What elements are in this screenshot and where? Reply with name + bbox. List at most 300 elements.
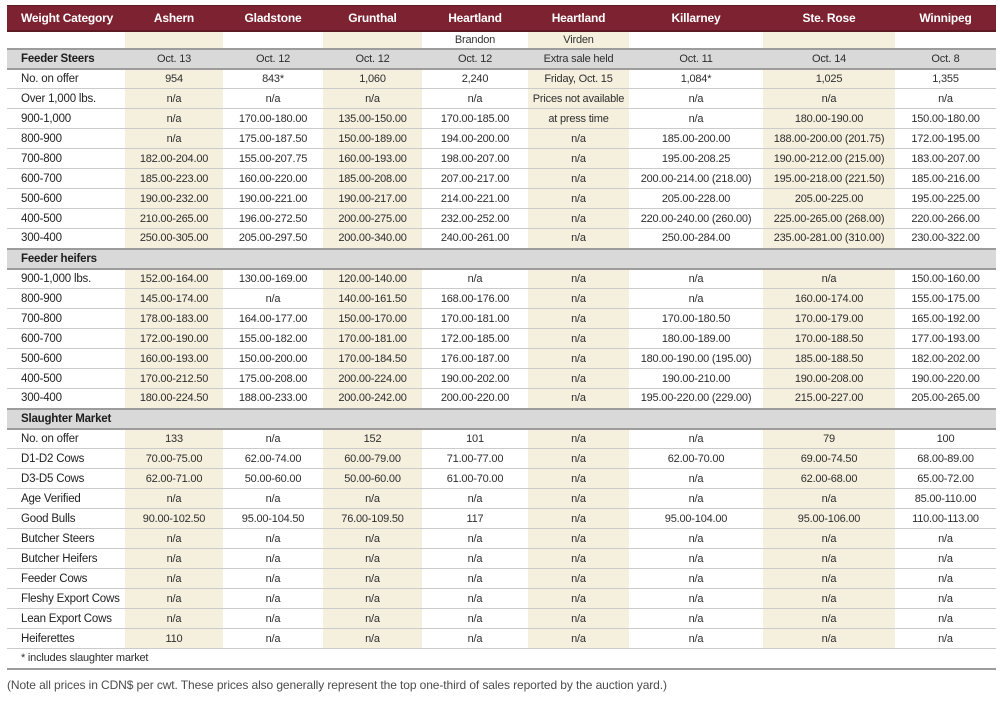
price-cell: n/a bbox=[125, 589, 223, 609]
price-cell: n/a bbox=[223, 609, 323, 629]
price-cell: n/a bbox=[323, 549, 422, 569]
section-label: Slaughter Market bbox=[7, 409, 125, 429]
section-cell bbox=[528, 409, 629, 429]
price-cell: n/a bbox=[125, 489, 223, 509]
price-cell: n/a bbox=[422, 569, 528, 589]
price-cell: 170.00-181.00 bbox=[323, 329, 422, 349]
price-cell: 95.00-104.00 bbox=[629, 509, 763, 529]
row-label: Butcher Heifers bbox=[7, 549, 125, 569]
price-cell: 194.00-200.00 bbox=[422, 129, 528, 149]
price-cell: 195.00-225.00 bbox=[895, 189, 996, 209]
price-cell: n/a bbox=[763, 489, 895, 509]
footer-note: (Note all prices in CDN$ per cwt. These prices also generally represent the top one-third of sales reported by the auction yard.) bbox=[7, 677, 667, 692]
price-cell: n/a bbox=[223, 589, 323, 609]
table-row bbox=[7, 209, 996, 229]
price-cell: 954 bbox=[125, 69, 223, 89]
price-cell: 240.00-261.00 bbox=[422, 229, 528, 249]
sub-location-empty bbox=[323, 31, 422, 49]
row-label: No. on offer bbox=[7, 69, 125, 89]
price-cell: 188.00-200.00 (201.75) bbox=[763, 129, 895, 149]
row-label: Fleshy Export Cows bbox=[7, 589, 125, 609]
price-cell: 172.00-185.00 bbox=[422, 329, 528, 349]
section-cell bbox=[629, 249, 763, 269]
price-cell: 183.00-207.00 bbox=[895, 149, 996, 169]
table-row bbox=[7, 529, 996, 549]
sub-location-empty bbox=[629, 31, 763, 49]
price-cell: n/a bbox=[323, 529, 422, 549]
table-row bbox=[7, 69, 996, 89]
price-cell: 152.00-164.00 bbox=[125, 269, 223, 289]
row-label: 300-400 bbox=[7, 389, 125, 409]
price-cell: 110.00-113.00 bbox=[895, 509, 996, 529]
table-row bbox=[7, 549, 996, 569]
price-cell: n/a bbox=[528, 209, 629, 229]
price-cell: 145.00-174.00 bbox=[125, 289, 223, 309]
price-cell: n/a bbox=[763, 269, 895, 289]
price-cell: n/a bbox=[528, 589, 629, 609]
price-cell: n/a bbox=[223, 529, 323, 549]
table-header-row bbox=[7, 6, 996, 31]
table-row bbox=[7, 589, 996, 609]
price-cell: 62.00-70.00 bbox=[629, 449, 763, 469]
price-cell: 62.00-71.00 bbox=[125, 469, 223, 489]
table-row bbox=[7, 289, 996, 309]
price-cell: 190.00-221.00 bbox=[223, 189, 323, 209]
price-cell: 225.00-265.00 (268.00) bbox=[763, 209, 895, 229]
price-cell: 250.00-284.00 bbox=[629, 229, 763, 249]
price-cell: n/a bbox=[629, 529, 763, 549]
price-cell: n/a bbox=[528, 169, 629, 189]
price-cell: n/a bbox=[629, 569, 763, 589]
price-cell: at press time bbox=[528, 109, 629, 129]
section-cell bbox=[422, 249, 528, 269]
price-cell: 170.00-181.00 bbox=[422, 309, 528, 329]
table-row bbox=[7, 269, 996, 289]
table-row bbox=[7, 109, 996, 129]
price-cell: n/a bbox=[323, 489, 422, 509]
price-cell: n/a bbox=[895, 89, 996, 109]
section-cell bbox=[528, 249, 629, 269]
price-cell: 176.00-187.00 bbox=[422, 349, 528, 369]
price-cell: n/a bbox=[528, 549, 629, 569]
section-cell bbox=[223, 249, 323, 269]
price-cell: 205.00-225.00 bbox=[763, 189, 895, 209]
table-row bbox=[7, 89, 996, 109]
price-cell: n/a bbox=[422, 269, 528, 289]
price-cell: 170.00-185.00 bbox=[422, 109, 528, 129]
price-cell: 172.00-190.00 bbox=[125, 329, 223, 349]
row-label: 400-500 bbox=[7, 209, 125, 229]
table-row bbox=[7, 369, 996, 389]
table-row bbox=[7, 469, 996, 489]
section-cell bbox=[125, 249, 223, 269]
sub-location-brandon: Brandon bbox=[454, 33, 496, 46]
section-cell bbox=[323, 249, 422, 269]
price-cell: 180.00-189.00 bbox=[629, 329, 763, 349]
price-cell: 232.00-252.00 bbox=[422, 209, 528, 229]
price-cell: n/a bbox=[323, 89, 422, 109]
sub-location-empty bbox=[223, 31, 323, 49]
price-cell: 117 bbox=[422, 509, 528, 529]
price-cell: 188.00-233.00 bbox=[223, 389, 323, 409]
column-header-heartland: Heartland bbox=[528, 6, 629, 31]
section-row-slaughter-market bbox=[7, 409, 996, 429]
price-cell: n/a bbox=[422, 589, 528, 609]
price-cell: 69.00-74.50 bbox=[763, 449, 895, 469]
price-cell: 150.00-200.00 bbox=[223, 349, 323, 369]
price-cell: 95.00-104.50 bbox=[223, 509, 323, 529]
section-cell: Oct. 13 bbox=[125, 49, 223, 69]
price-cell: 70.00-75.00 bbox=[125, 449, 223, 469]
price-cell: n/a bbox=[125, 529, 223, 549]
price-cell: 175.00-187.50 bbox=[223, 129, 323, 149]
row-label: 800-900 bbox=[7, 129, 125, 149]
section-cell bbox=[125, 409, 223, 429]
price-cell: 190.00-210.00 bbox=[629, 369, 763, 389]
price-cell: 200.00-224.00 bbox=[323, 369, 422, 389]
price-cell: n/a bbox=[763, 589, 895, 609]
section-cell bbox=[223, 409, 323, 429]
price-cell: n/a bbox=[528, 329, 629, 349]
price-cell: 85.00-110.00 bbox=[895, 489, 996, 509]
price-cell: n/a bbox=[422, 489, 528, 509]
table-row bbox=[7, 629, 996, 649]
price-cell: 200.00-214.00 (218.00) bbox=[629, 169, 763, 189]
price-cell: n/a bbox=[895, 609, 996, 629]
price-cell: 160.00-193.00 bbox=[323, 149, 422, 169]
table-row bbox=[7, 609, 996, 629]
section-cell: Oct. 14 bbox=[763, 49, 895, 69]
price-cell: 110 bbox=[125, 629, 223, 649]
sub-location-empty bbox=[763, 31, 895, 49]
table-row bbox=[7, 389, 996, 409]
price-cell: n/a bbox=[125, 549, 223, 569]
price-cell: n/a bbox=[323, 629, 422, 649]
price-cell: 150.00-160.00 bbox=[895, 269, 996, 289]
section-cell bbox=[422, 409, 528, 429]
price-cell: n/a bbox=[895, 629, 996, 649]
price-cell: 220.00-266.00 bbox=[895, 209, 996, 229]
row-label: Butcher Steers bbox=[7, 529, 125, 549]
price-cell: 195.00-218.00 (221.50) bbox=[763, 169, 895, 189]
price-cell: n/a bbox=[422, 89, 528, 109]
table-row bbox=[7, 569, 996, 589]
price-cell: n/a bbox=[223, 429, 323, 449]
section-label: Feeder heifers bbox=[7, 249, 125, 269]
price-cell: n/a bbox=[629, 489, 763, 509]
price-cell: 190.00-220.00 bbox=[895, 369, 996, 389]
price-cell: 62.00-74.00 bbox=[223, 449, 323, 469]
sub-location-row bbox=[7, 31, 996, 49]
price-cell: 250.00-305.00 bbox=[125, 229, 223, 249]
price-cell: 164.00-177.00 bbox=[223, 309, 323, 329]
footnote-row bbox=[7, 649, 996, 669]
price-cell: 100 bbox=[895, 429, 996, 449]
price-cell: n/a bbox=[323, 589, 422, 609]
row-label: Heiferettes bbox=[7, 629, 125, 649]
price-cell: 140.00-161.50 bbox=[323, 289, 422, 309]
price-cell: 207.00-217.00 bbox=[422, 169, 528, 189]
price-cell: n/a bbox=[528, 229, 629, 249]
price-cell: 200.00-340.00 bbox=[323, 229, 422, 249]
price-cell: n/a bbox=[223, 489, 323, 509]
price-cell: n/a bbox=[323, 569, 422, 589]
price-cell: 185.00-223.00 bbox=[125, 169, 223, 189]
price-cell: 120.00-140.00 bbox=[323, 269, 422, 289]
section-cell bbox=[629, 409, 763, 429]
price-cell: 190.00-202.00 bbox=[422, 369, 528, 389]
price-cell: n/a bbox=[528, 629, 629, 649]
price-cell: n/a bbox=[528, 309, 629, 329]
price-cell: n/a bbox=[895, 549, 996, 569]
row-label: Over 1,000 lbs. bbox=[7, 89, 125, 109]
price-cell: n/a bbox=[528, 529, 629, 549]
price-cell: n/a bbox=[629, 289, 763, 309]
table-row bbox=[7, 149, 996, 169]
price-cell: 198.00-207.00 bbox=[422, 149, 528, 169]
price-cell: 170.00-212.50 bbox=[125, 369, 223, 389]
price-cell: 185.00-200.00 bbox=[629, 129, 763, 149]
row-label: 500-600 bbox=[7, 189, 125, 209]
price-cell: n/a bbox=[528, 389, 629, 409]
price-cell: 170.00-180.50 bbox=[629, 309, 763, 329]
price-cell: 155.00-207.75 bbox=[223, 149, 323, 169]
price-cell: n/a bbox=[422, 529, 528, 549]
price-cell: 76.00-109.50 bbox=[323, 509, 422, 529]
row-label: 800-900 bbox=[7, 289, 125, 309]
price-cell: 200.00-275.00 bbox=[323, 209, 422, 229]
price-cell: 190.00-212.00 (215.00) bbox=[763, 149, 895, 169]
price-cell: 90.00-102.50 bbox=[125, 509, 223, 529]
sub-location-virden: Virden bbox=[528, 31, 629, 49]
price-cell: n/a bbox=[528, 429, 629, 449]
price-cell: n/a bbox=[125, 129, 223, 149]
table-row bbox=[7, 329, 996, 349]
price-cell: n/a bbox=[895, 569, 996, 589]
price-cell: 182.00-204.00 bbox=[125, 149, 223, 169]
column-header-ashern: Ashern bbox=[125, 6, 223, 31]
price-cell: 175.00-208.00 bbox=[223, 369, 323, 389]
price-cell: n/a bbox=[528, 129, 629, 149]
price-cell: n/a bbox=[629, 429, 763, 449]
price-cell: n/a bbox=[125, 89, 223, 109]
price-cell: n/a bbox=[528, 569, 629, 589]
price-cell: 200.00-242.00 bbox=[323, 389, 422, 409]
column-header-killarney: Killarney bbox=[629, 6, 763, 31]
price-cell: 135.00-150.00 bbox=[323, 109, 422, 129]
price-cell: 160.00-193.00 bbox=[125, 349, 223, 369]
column-header-ste-rose: Ste. Rose bbox=[763, 6, 895, 31]
price-cell: 79 bbox=[763, 429, 895, 449]
section-cell bbox=[763, 409, 895, 429]
price-cell: n/a bbox=[528, 489, 629, 509]
price-cell: 61.00-70.00 bbox=[422, 469, 528, 489]
table-row bbox=[7, 229, 996, 249]
price-cell: n/a bbox=[422, 629, 528, 649]
price-cell: 180.00-190.00 (195.00) bbox=[629, 349, 763, 369]
price-cell: 178.00-183.00 bbox=[125, 309, 223, 329]
price-cell: n/a bbox=[528, 449, 629, 469]
price-cell: 152 bbox=[323, 429, 422, 449]
section-cell: Oct. 12 bbox=[223, 49, 323, 69]
price-cell: n/a bbox=[528, 469, 629, 489]
price-cell: n/a bbox=[895, 529, 996, 549]
row-label: Feeder Cows bbox=[7, 569, 125, 589]
section-cell: Oct. 8 bbox=[895, 49, 996, 69]
price-cell: n/a bbox=[528, 189, 629, 209]
price-cell: 205.00-228.00 bbox=[629, 189, 763, 209]
price-cell: 2,240 bbox=[422, 69, 528, 89]
section-row-feeder-steers bbox=[7, 49, 996, 69]
price-cell: n/a bbox=[763, 89, 895, 109]
column-header-weight-category: Weight Category bbox=[7, 6, 125, 31]
row-label: Lean Export Cows bbox=[7, 609, 125, 629]
price-cell: n/a bbox=[763, 549, 895, 569]
price-cell: n/a bbox=[422, 609, 528, 629]
price-cell: n/a bbox=[528, 509, 629, 529]
price-cell: n/a bbox=[125, 609, 223, 629]
price-cell: 165.00-192.00 bbox=[895, 309, 996, 329]
price-cell: 155.00-175.00 bbox=[895, 289, 996, 309]
price-cell: 1,060 bbox=[323, 69, 422, 89]
price-cell: 220.00-240.00 (260.00) bbox=[629, 209, 763, 229]
price-cell: n/a bbox=[895, 589, 996, 609]
price-cell: n/a bbox=[763, 569, 895, 589]
table-row bbox=[7, 349, 996, 369]
section-row-feeder-heifers bbox=[7, 249, 996, 269]
price-cell: 60.00-79.00 bbox=[323, 449, 422, 469]
price-cell: 150.00-180.00 bbox=[895, 109, 996, 129]
price-cell: 168.00-176.00 bbox=[422, 289, 528, 309]
column-header-heartland: Heartland bbox=[422, 6, 528, 31]
price-cell: 160.00-220.00 bbox=[223, 169, 323, 189]
price-cell: 230.00-322.00 bbox=[895, 229, 996, 249]
sub-location-empty bbox=[895, 31, 996, 49]
table-row bbox=[7, 429, 996, 449]
table-row bbox=[7, 129, 996, 149]
price-cell: 190.00-217.00 bbox=[323, 189, 422, 209]
section-cell bbox=[323, 409, 422, 429]
price-cell: 170.00-180.00 bbox=[223, 109, 323, 129]
section-cell: Oct. 11 bbox=[629, 49, 763, 69]
price-cell: 95.00-106.00 bbox=[763, 509, 895, 529]
price-cell: 68.00-89.00 bbox=[895, 449, 996, 469]
table-row bbox=[7, 449, 996, 469]
price-cell: 214.00-221.00 bbox=[422, 189, 528, 209]
price-cell: n/a bbox=[528, 269, 629, 289]
price-cell: 50.00-60.00 bbox=[323, 469, 422, 489]
row-label: Age Verified bbox=[7, 489, 125, 509]
sub-location-empty bbox=[7, 31, 125, 49]
price-cell: 62.00-68.00 bbox=[763, 469, 895, 489]
price-cell: n/a bbox=[763, 529, 895, 549]
row-label: 500-600 bbox=[7, 349, 125, 369]
price-cell: n/a bbox=[629, 629, 763, 649]
row-label: Good Bulls bbox=[7, 509, 125, 529]
price-cell: 185.00-216.00 bbox=[895, 169, 996, 189]
price-cell: 210.00-265.00 bbox=[125, 209, 223, 229]
price-cell: 172.00-195.00 bbox=[895, 129, 996, 149]
price-cell: 71.00-77.00 bbox=[422, 449, 528, 469]
price-cell: 182.00-202.00 bbox=[895, 349, 996, 369]
price-cell: n/a bbox=[223, 89, 323, 109]
price-cell: n/a bbox=[763, 609, 895, 629]
table-row bbox=[7, 309, 996, 329]
price-cell: Prices not available bbox=[528, 89, 629, 109]
price-cell: 130.00-169.00 bbox=[223, 269, 323, 289]
price-cell: n/a bbox=[223, 549, 323, 569]
row-label: No. on offer bbox=[7, 429, 125, 449]
price-cell: n/a bbox=[629, 589, 763, 609]
section-cell: Oct. 12 bbox=[323, 49, 422, 69]
price-cell: n/a bbox=[763, 629, 895, 649]
price-cell: 155.00-182.00 bbox=[223, 329, 323, 349]
section-cell bbox=[763, 249, 895, 269]
price-cell: 150.00-189.00 bbox=[323, 129, 422, 149]
price-cell: 235.00-281.00 (310.00) bbox=[763, 229, 895, 249]
price-cell: 215.00-227.00 bbox=[763, 389, 895, 409]
price-cell: n/a bbox=[323, 609, 422, 629]
table-row bbox=[7, 169, 996, 189]
price-cell: 101 bbox=[422, 429, 528, 449]
price-cell: Friday, Oct. 15 bbox=[528, 69, 629, 89]
price-cell: 200.00-220.00 bbox=[422, 389, 528, 409]
row-label: D3-D5 Cows bbox=[7, 469, 125, 489]
section-cell: Extra sale held bbox=[528, 49, 629, 69]
column-header-grunthal: Grunthal bbox=[323, 6, 422, 31]
price-cell: n/a bbox=[528, 349, 629, 369]
price-cell: n/a bbox=[422, 549, 528, 569]
row-label: 600-700 bbox=[7, 169, 125, 189]
price-cell: 170.00-179.00 bbox=[763, 309, 895, 329]
price-cell: n/a bbox=[125, 569, 223, 589]
price-cell: n/a bbox=[629, 89, 763, 109]
price-cell: n/a bbox=[125, 109, 223, 129]
price-cell: 1,355 bbox=[895, 69, 996, 89]
price-cell: 185.00-188.50 bbox=[763, 349, 895, 369]
price-cell: n/a bbox=[223, 569, 323, 589]
price-cell: n/a bbox=[223, 289, 323, 309]
price-cell: n/a bbox=[629, 609, 763, 629]
price-cell: 1,025 bbox=[763, 69, 895, 89]
price-cell: 177.00-193.00 bbox=[895, 329, 996, 349]
price-cell: n/a bbox=[528, 289, 629, 309]
price-cell: n/a bbox=[528, 369, 629, 389]
price-cell: 50.00-60.00 bbox=[223, 469, 323, 489]
column-header-gladstone: Gladstone bbox=[223, 6, 323, 31]
price-cell: 150.00-170.00 bbox=[323, 309, 422, 329]
price-cell: 185.00-208.00 bbox=[323, 169, 422, 189]
price-cell: n/a bbox=[629, 549, 763, 569]
row-label: 900-1,000 bbox=[7, 109, 125, 129]
price-cell: 170.00-184.50 bbox=[323, 349, 422, 369]
price-cell: 1,084* bbox=[629, 69, 763, 89]
sub-location-empty bbox=[125, 31, 223, 49]
price-cell: 205.00-265.00 bbox=[895, 389, 996, 409]
row-label: 400-500 bbox=[7, 369, 125, 389]
price-cell: n/a bbox=[223, 629, 323, 649]
price-cell: 190.00-232.00 bbox=[125, 189, 223, 209]
price-cell: 195.00-220.00 (229.00) bbox=[629, 389, 763, 409]
table-row bbox=[7, 189, 996, 209]
table-row bbox=[7, 509, 996, 529]
price-cell: 190.00-208.00 bbox=[763, 369, 895, 389]
price-cell: 180.00-190.00 bbox=[763, 109, 895, 129]
table-footnote: * includes slaughter market bbox=[7, 649, 996, 669]
section-cell bbox=[895, 249, 996, 269]
price-cell: n/a bbox=[528, 609, 629, 629]
section-label: Feeder Steers bbox=[7, 49, 125, 69]
